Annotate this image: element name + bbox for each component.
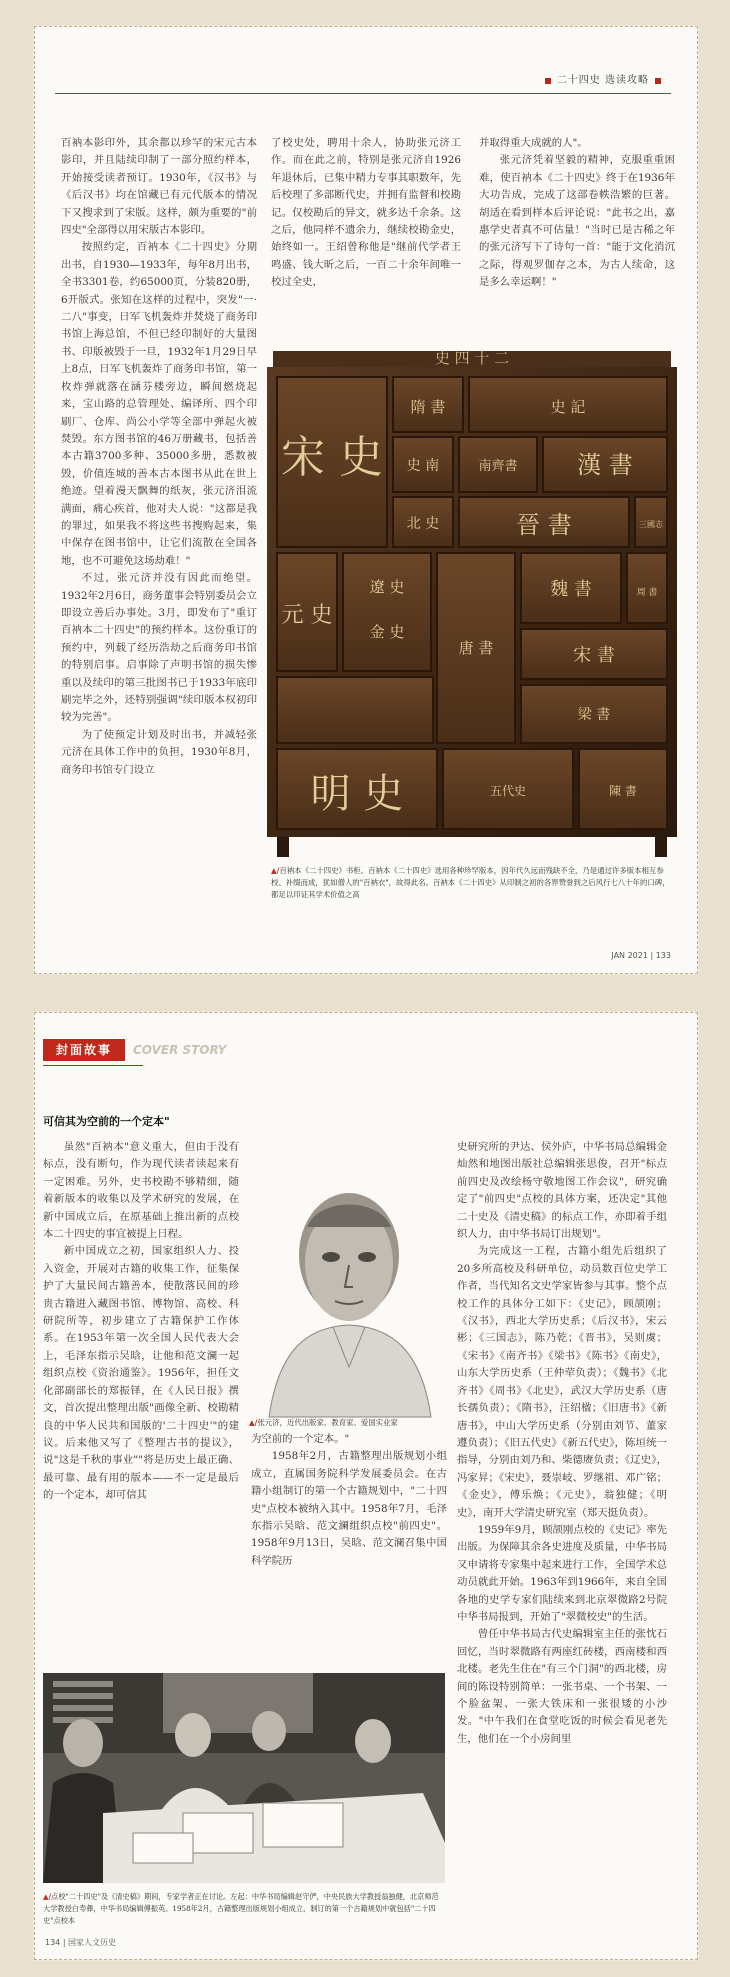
- paragraph: 虽然"百衲本"意义重大，但由于没有标点，没有断句，作为现代读者读起来有一定困难。另外，史书校勘不够精细，随着新版本的收集以及学术研究的发展，在新中国成立后，在原基础上推出新的点校本二十四史的事宜被提上日程。: [43, 1141, 239, 1241]
- paragraph: 百衲本影印外，其余都以珍罕的宋元古本影印，并且陆续印制了一部分照约样本，开始接受读者预订。1930年，《汉书》与《后汉书》均在馆藏已有元代版本的情况下又搜求到了宋版。这样，颇为重要的"前四史"全部得以用宋版古本影印。: [61, 137, 257, 237]
- cabinet-label-wei: 魏 書: [550, 579, 592, 600]
- cabinet-label-nanbei: 史 南: [406, 458, 440, 474]
- cabinet-label-jin: 晉 書: [516, 511, 572, 539]
- cabinet-label-chen: 陳 書: [609, 784, 637, 798]
- paragraph: 1959年9月，顾颉刚点校的《史记》率先出版。为保障其余各史进度及质量，中华书局又申请将专家集中起来进行工作，全国学术总动员就此开始。1963年到1966年，来自全国各地的史学专家们陆续来到北京翠微路2号院中华书局报到，开始了"翠微校史"的生活。: [457, 1523, 667, 1623]
- page-header: [539, 71, 667, 86]
- paragraph: 为了使预定计划及时出书，并减轻张元济在具体工作中的负担，1930年8月，商务印书馆专门设立: [61, 728, 257, 776]
- caption-text: 张元济，近代出版家、教育家、爱国实业家: [257, 1418, 398, 1427]
- photo-caption: [271, 865, 675, 901]
- cabinet-label-wudai: 五代史: [489, 784, 527, 798]
- paragraph: 为空前的一个定本。": [251, 1433, 350, 1445]
- cabinet-label-liang: 梁 書: [577, 707, 611, 723]
- banner-label-english: COVER STORY: [133, 1043, 227, 1057]
- cabinet-label-liao: 遼 史: [369, 578, 405, 596]
- meeting-photo: [43, 1673, 445, 1883]
- paragraph: 曾任中华书局古代史编辑室主任的张忱石回忆，当时翠微路有两座红砖楼，西南楼和西北楼。老先生住在"有三个门洞"的西北楼，房间的陈设特别简单：一张书桌、一个书架、一个脸盆架、一张大铁床和一张很矮的小沙发。"中午我们在食堂吃饭的时候会看见老先生，他们在一个小房间里: [457, 1628, 667, 1745]
- paragraph: 新中国成立之初，国家组织人力、投入资金，开展对古籍的收集工作，征集保护了大量民间古籍善本，使散落民间的珍贵古籍进入藏图书馆、博物馆、高校、科研院所等，初步建立了古籍保护工作体系。在1953年第一次全国人民代表大会上，毛泽东指示吴晗，让他和范文澜一起组织点校《资治通鉴》。1956年，担任文化部副部长的郑振铎，在《人民日报》撰文，首次提出整理出版"画像全新、校勘精良的中华人民共和国版的'二十四史'"的建议。后来他又写了《整理古书的提议》，说"这是千秋的事业""将是历史上最正确、最可靠、最有用的版本——不一定是最后的一个定本，却可信其: [43, 1245, 239, 1502]
- cabinet-label-jinshi: 金 史: [369, 623, 405, 641]
- banner-label: 封面故事: [43, 1039, 125, 1061]
- paragraph: 为完成这一工程，古籍小组先后组织了20多所高校及科研单位，动员数百位史学工作者，当代知名文史学家皆参与其事。整个点校工作的具体分工如下：《史记》，顾颉刚；《汉书》，西北大学历史系；《后汉书》，宋云彬；《三国志》，陈乃乾；《晋书》，吴则虞；《宋书》《南齐书》《梁书》《陈书》《南史》，山东大学历史系（王仲荦负责）；《魏书》《北齐书》《周书》《北史》，武汉大学历史系（唐长孺负责）；《隋书》，汪绍楹；《旧唐书》《新唐书》，中山大学历史系（分别由刘节、董家遵负责）；《旧五代史》《新五代史》，陈垣统一指导，分别由刘乃和、柴德赓负责；《辽史》，冯家昇；《宋史》，聂崇岐、罗继祖、邓广铭；《金史》，傅乐焕；《元史》，翁独健；《明史》，南开大学清史研究室（郑天挺负责）。: [457, 1245, 667, 1519]
- article-column-3: [457, 1139, 667, 1939]
- article-column-1: [43, 1139, 239, 1679]
- caption-marker: ▲/: [249, 1418, 258, 1427]
- paragraph: 按照约定，百衲本《二十四史》分期出书，自1930—1933年，每年8月出书，全书3301卷，约65000页，分装820册，6开版式。张知在这样的过程中，突发"一·二八"事变，日军飞机轰炸并焚烧了商务印书馆上海总馆，不但已经印制好的大量图书、印版被毁于一旦，1932年1月29日早上8点，日军飞机轰炸了商务印书馆，第一枚炸弹就落在涵芬楼旁边，瞬间燃烧起来，宝山路的总管理处、编译所、四个印刷厂、仓库、尚公小学等全部中弹起火被焚毁。东方图书馆的46万册藏书，包括善本古籍3700多种、35000多册，悉数被毁，价值连城的善本古本图书从此在世上绝迹。望着漫天飘舞的纸灰，张元济泪流满面，痛心疾首，他对夫人说："这都是我的罪过，如果我不将这些书搜购起来，集中保存在图书馆中，让它们流散在全国各地，也不可避免这场劫难！": [61, 241, 257, 567]
- banner-rule: [43, 1065, 143, 1066]
- caption-marker: ▲/: [271, 866, 280, 875]
- paragraph: 张元济凭着坚毅的精神，克服重重困难，使百衲本《二十四史》终于在1936年大功告成，完成了这部卷帙浩繁的巨著。胡适在看到样本后评论说："此书之出，嘉惠学史者真不可估量！"当时已是古稀之年的张元济写下了诗句一首："能于文化消沉之际，得观罗伽存之本，为古人续命，这是多么幸运啊！": [479, 154, 675, 289]
- header-rule: [55, 93, 671, 94]
- cabinet-label-yuan: 元 史: [281, 603, 333, 628]
- cabinet-label-song2: 宋 書: [573, 645, 615, 666]
- paragraph: 并取得重大成就的人"。: [479, 137, 588, 149]
- paragraph: 史研究所的尹达、侯外庐，中华书局总编辑金灿然和地图出版社总编辑张思俊，召开"标点前四史及改绘杨守敬地图工作会议"，研究确定了"前四史"点校的具体方案，还决定"其他二十史及《清史稿》的标点工作，亦即着手组织人力，由中华书局订出规划"。: [457, 1141, 667, 1241]
- portrait-photo: [249, 1137, 449, 1417]
- cabinet-label-song: 宋 史: [281, 432, 383, 483]
- cabinet-label-han: 漢 書: [577, 451, 633, 479]
- cabinet-label-tang: 唐 書: [458, 639, 494, 657]
- cabinet-label-ji: 史 記: [550, 398, 586, 416]
- page-footer: JAN 2021 | 133: [611, 951, 671, 960]
- article-column-2: [271, 135, 461, 289]
- paragraph: 1958年2月，古籍整理出版规划小组成立，直属国务院科学发展委员会。在古籍小组制订的第一个古籍规划中，"二十四史"点校本被纳入其中。1958年7月，毛泽东指示吴晗、范文澜组织点校"前四史"。1958年9月13日，吴晗、范文澜召集中国科学院历: [251, 1450, 447, 1567]
- cabinet-label-top: 史 四 十 二: [434, 349, 510, 367]
- caption-text: 百衲本《二十四史》书柜。百衲本《二十四史》选用各种珍罕版本，因年代久远而残缺不全，乃是通过许多版本相互参校、补缀而成，犹如僧人的"百衲衣"，故得此名。百衲本《二十四史》从印制之初的各界赞誉到之后风行七八十年的口碑，都足以印证其学术价值之高: [271, 866, 670, 899]
- cabinet-label-sui: 隋 書: [410, 398, 446, 416]
- article-column-1: [61, 135, 257, 925]
- magazine-page-134: [34, 1012, 698, 1960]
- cabinet-label-nanqi: 南齊書: [478, 459, 518, 474]
- paragraph: 了校史处，聘用十余人，协助张元济工作。而在此之前，特别是张元济自1926年退休后，已集中精力专事其职数年，先后校理了多部断代史，并拥有监督和校勘记。仅校勘后的异文，就多达千余条。这之后，他同样不遗余力，继续校勘金史，始终如一。王绍曾称他是"继前代学者王鸣盛、钱大昕之后，一百二十余年间唯一校过全史，: [271, 137, 461, 289]
- article-column-3: [479, 135, 675, 289]
- section-title: 二十四史 选读攻略: [556, 75, 649, 86]
- article-column-2: [251, 1431, 447, 1681]
- page-footer: 134 | 国家人文历史: [45, 1938, 117, 1947]
- magazine-page-133: [34, 26, 698, 974]
- cabinet-label-beishi: 北 史: [406, 516, 440, 532]
- caption-text: 点校"二十四史"及《清史稿》期间，专家学者正在讨论。左起：中华书局编辑赵守俨，中央民族大学教授翁独健，北京师范大学教授白寿彝，中华书局编辑傅振英。1958年2月，古籍整理出版规划小组成立，制订的第一个古籍规划中就包括"二十四史"点校本: [43, 1892, 439, 1925]
- paragraph: 不过，张元济并没有因此而绝望。1932年2月6日，商务董事会特别委员会立即设立善后办事处。3月，即发布了"重订百衲本二十四史"的预约样本。这份重订的预约中，列载了经历浩劫之后商务印书馆的特别启事。启事除了声明书馆的损失惨重以及续印的第三批图书已于1933年底印刷完毕之外，还特别强调"续印版本权初印较为完善"。: [61, 572, 257, 724]
- section-subtitle: 可信其为空前的一个定本": [43, 1115, 170, 1128]
- cabinet-label-zhou: 周 書: [636, 588, 658, 598]
- cabinet-label-sanguo: 三國志: [639, 520, 663, 529]
- portrait-caption: [249, 1417, 449, 1428]
- cabinet-label-ming: 明 史: [310, 771, 404, 817]
- caption-marker: ▲/: [43, 1892, 52, 1901]
- meeting-caption: [43, 1891, 445, 1927]
- bookcase-photo: [267, 337, 677, 857]
